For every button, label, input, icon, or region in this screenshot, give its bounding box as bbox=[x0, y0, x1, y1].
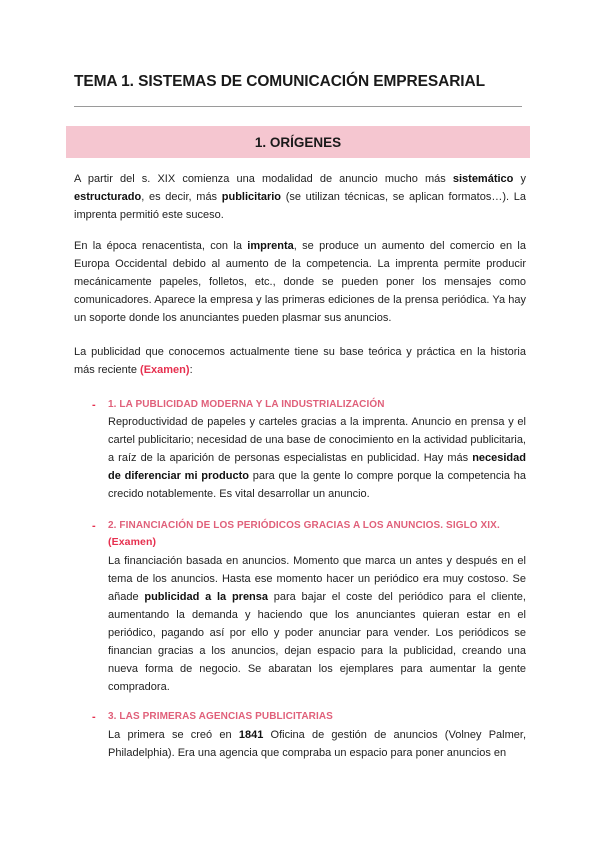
list-bullet: - bbox=[92, 520, 96, 532]
text-run: La financiación basada en anuncios. Momento que marca un antes y después en el tema de los anuncios. Hasta ese momento hacer un periódico era muy costoso. Se añade bbox=[108, 555, 526, 603]
text-run: A partir del s. XIX comienza una modalidad de anuncio mucho más bbox=[74, 173, 453, 185]
text-run: y bbox=[513, 173, 527, 185]
text-run: En la época renacentista, con la bbox=[74, 240, 248, 252]
list-item-heading: 2. FINANCIACIÓN DE LOS PERIÓDICOS GRACIAS A LOS ANUNCIOS. SIGLO XIX. bbox=[108, 520, 500, 531]
bold-term: publicidad a la prensa bbox=[144, 591, 269, 603]
list-bullet: - bbox=[92, 711, 96, 723]
bold-term: estructurado bbox=[74, 191, 142, 203]
text-run: para que la gente lo compre porque la competencia ha crecido notablemente. Es vital desarrollar un anuncio. bbox=[108, 470, 526, 500]
paragraph-1 bbox=[74, 170, 526, 224]
list-bullet: - bbox=[92, 399, 96, 411]
text-run: , es decir, más bbox=[141, 191, 222, 203]
text-run: La primera se creó en bbox=[108, 729, 239, 741]
exam-tag: (Examen) bbox=[140, 364, 190, 376]
text-run: (se utilizan técnicas, se aplican formatos…). La imprenta permitió este suceso. bbox=[74, 191, 526, 221]
bold-term: sistemático bbox=[452, 173, 514, 185]
list-item-body bbox=[108, 552, 526, 696]
list-item-body bbox=[108, 726, 526, 762]
title-divider bbox=[74, 106, 522, 107]
list-item-heading: 1. LA PUBLICIDAD MODERNA Y LA INDUSTRIALIZACIÓN bbox=[108, 399, 385, 410]
text-run: : bbox=[189, 364, 193, 376]
section-heading-band bbox=[66, 126, 530, 158]
bold-term: publicitario bbox=[221, 191, 282, 203]
text-run: para bajar el coste del periódico para el cliente, aumentando la demanda y haciendo que los anunciantes quieran estar en el periódico, pagando así por ello y poder anunciar para vender. Los periódicos se financian gracias a los anuncios, dejan espacio para la publicidad, creando una nueva forma de negocio. Se abaratan los ejemplares para aumentar la gente compradora. bbox=[108, 591, 526, 693]
bold-term: 1841 bbox=[238, 729, 264, 741]
text-run: , se produce un aumento del comercio en la Europa Occidental debido al aumento de la competencia. La imprenta permite producir mecánicamente papeles, folletos, etc., donde se pueden poner los mensajes como comunicadores. Aparece la empresa y las primeras ediciones de la prensa periódica. Ya hay un soporte donde los anunciantes pueden plasmar sus anuncios. bbox=[74, 240, 526, 324]
section-heading: 1. ORÍGENES bbox=[254, 135, 342, 150]
text-run: Reproductividad de papeles y carteles gracias a la imprenta. Anuncio en prensa y el cartel publicitario; necesidad de una base de conocimiento en la actividad publicitaria, a raíz de la aparición de personas especialistas en publicidad. Hay más bbox=[108, 416, 526, 464]
list-item-heading: 3. LAS PRIMERAS AGENCIAS PUBLICITARIAS bbox=[108, 711, 333, 722]
exam-tag: (Examen) bbox=[108, 536, 157, 548]
text-run: La publicidad que conocemos actualmente tiene su base teórica y práctica en la historia más reciente bbox=[74, 346, 526, 376]
paragraph-3 bbox=[74, 343, 526, 379]
paragraph-2 bbox=[74, 237, 526, 327]
list-item-body bbox=[108, 413, 526, 503]
bold-term: imprenta bbox=[247, 240, 294, 252]
bold-term: necesidad de diferenciar mi producto bbox=[108, 452, 526, 482]
text-run: Oficina de gestión de anuncios (Volney Palmer, Philadelphia). Era una agencia que compraba un espacio para poner anuncios en bbox=[108, 729, 526, 759]
document-title: TEMA 1. SISTEMAS DE COMUNICACIÓN EMPRESARIAL bbox=[74, 73, 485, 90]
